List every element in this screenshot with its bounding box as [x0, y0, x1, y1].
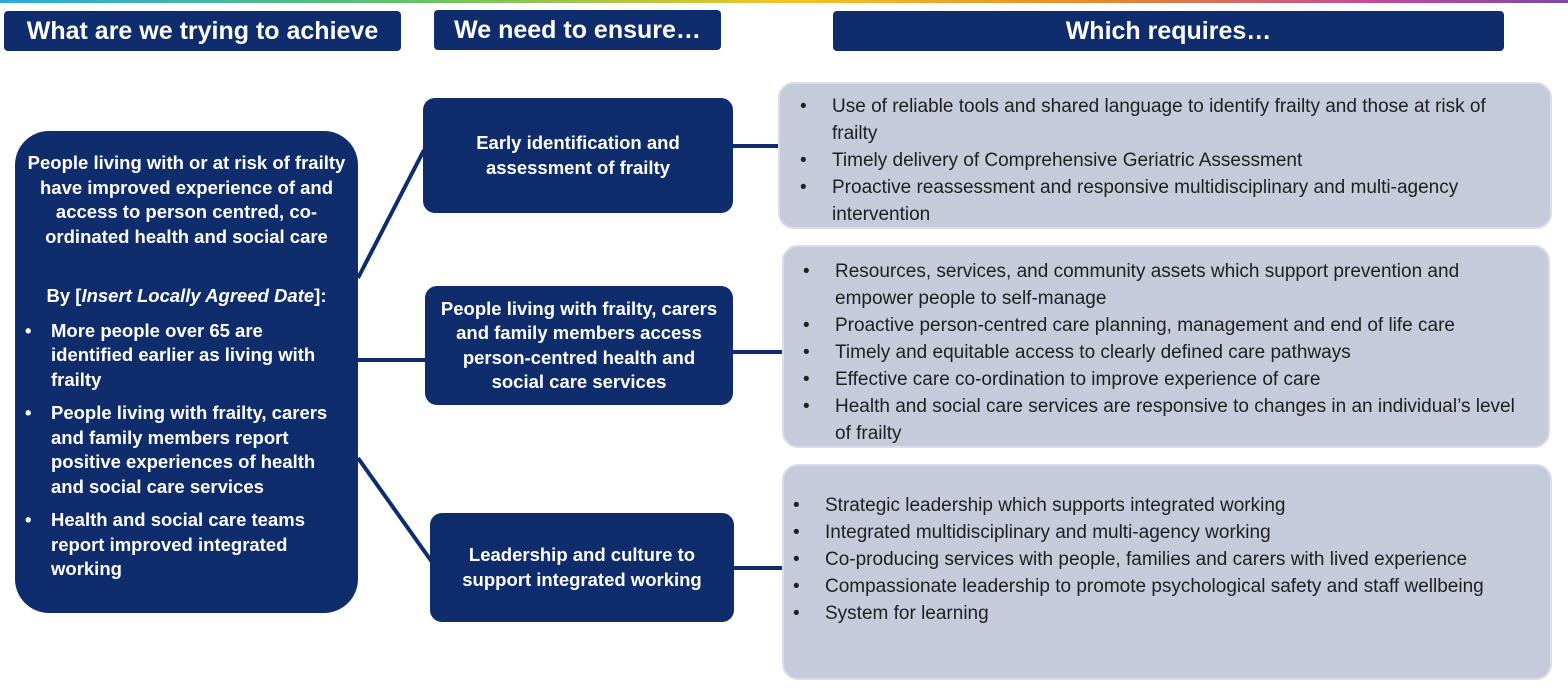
ensure-box-access: People living with frailty, carers and family members access person-centred health and social care services	[425, 286, 733, 405]
requires-item: • System for learning	[825, 600, 1530, 627]
ensure-box-leadership: Leadership and culture to support integrated working	[430, 513, 734, 622]
bullet-icon: •	[793, 576, 800, 597]
goal-outcome-item: • Health and social care teams report improved integrated working	[25, 509, 305, 579]
bullet-icon: •	[793, 522, 800, 543]
bullet-icon: •	[793, 549, 800, 570]
requires-list	[793, 492, 1530, 627]
requires-item: • Timely and equitable access to clearly defined care pathways	[835, 339, 1528, 366]
requires-item: • Integrated multidisciplinary and multi-agency working	[825, 519, 1530, 546]
requires-item: • Proactive reassessment and responsive multidisciplinary and multi-agency intervention	[832, 174, 1530, 228]
goal-outcome-item: • People living with frailty, carers and family members report positive experiences of health and social care services	[25, 402, 328, 497]
requires-item: • Health and social care services are responsive to changes in an individual’s level of frailty	[835, 393, 1528, 447]
requires-item: • Timely delivery of Comprehensive Geriatric Assessment	[832, 147, 1530, 174]
bullet-icon: •	[803, 342, 810, 363]
requires-item: • Use of reliable tools and shared language to identify frailty and those at risk of frailty	[832, 93, 1530, 147]
bullet-icon: •	[800, 150, 807, 171]
connector-goal-to-ensure-1	[358, 150, 424, 278]
bullet-icon: •	[800, 177, 807, 198]
requires-item: • Proactive person-centred care planning, management and end of life care	[835, 312, 1528, 339]
requires-panel-identification	[778, 82, 1552, 229]
requires-item: • Resources, services, and community assets which support prevention and empower people to self-manage	[835, 258, 1528, 312]
requires-item: • Strategic leadership which supports integrated working	[825, 492, 1530, 519]
goal-date-placeholder: Insert Locally Agreed Date	[81, 285, 315, 306]
goal-outcomes-list	[23, 319, 350, 582]
requires-item: • Co-producing services with people, families and carers with lived experience	[825, 546, 1530, 573]
bullet-icon: •	[25, 319, 32, 341]
requires-panel-leadership	[782, 464, 1552, 680]
bullet-icon: •	[803, 396, 810, 417]
bullet-icon: •	[25, 402, 32, 423]
goal-statement: People living with or at risk of frailty have improved experience of and access to person centred, co-ordinated health and social care	[27, 152, 346, 247]
column-header-requires: Which requires…	[833, 11, 1504, 51]
bullet-icon: •	[793, 603, 800, 624]
connector-goal-to-ensure-3	[358, 458, 432, 562]
bullet-icon: •	[803, 369, 810, 390]
requires-panel-access	[782, 245, 1550, 448]
requires-list	[803, 258, 1528, 447]
goal-box	[15, 131, 358, 613]
goal-by-date: By [Insert Locally Agreed Date]:	[46, 285, 327, 306]
ensure-box-identification: Early identification and assessment of frailty	[423, 98, 733, 213]
column-header-ensure: We need to ensure…	[434, 10, 721, 50]
bullet-icon: •	[803, 261, 810, 282]
bullet-icon: •	[793, 495, 800, 516]
bullet-icon: •	[803, 315, 810, 336]
column-header-achieve: What are we trying to achieve	[4, 11, 401, 51]
requires-list	[800, 93, 1530, 228]
bullet-icon: •	[25, 509, 32, 530]
requires-item: • Effective care co-ordination to improve experience of care	[835, 366, 1528, 393]
goal-outcome-item: • More people over 65 are identified earlier as living with frailty	[25, 319, 316, 390]
bullet-icon: •	[800, 96, 807, 117]
requires-item: • Compassionate leadership to promote psychological safety and staff wellbeing	[825, 573, 1530, 600]
